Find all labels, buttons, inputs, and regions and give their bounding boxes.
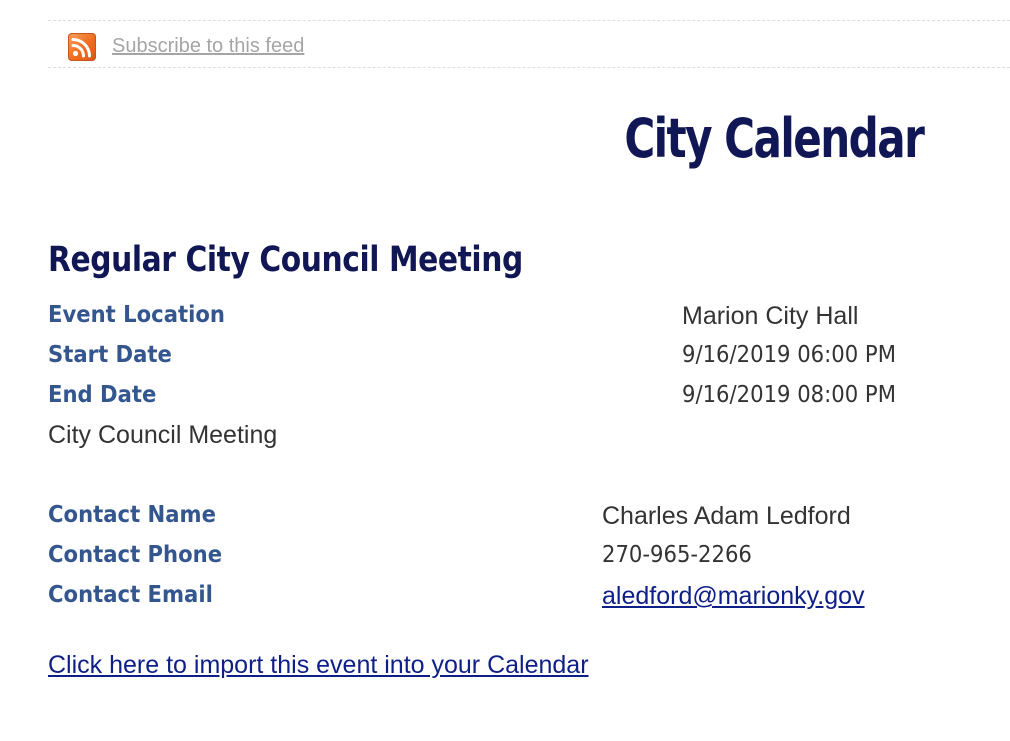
subscribe-feed-link[interactable]: Subscribe to this feed: [112, 35, 305, 57]
rss-feed-icon[interactable]: [68, 33, 96, 61]
end-date-label: End Date: [48, 382, 157, 408]
import-event-link[interactable]: Click here to import this event into your Calendar: [48, 651, 589, 679]
event-description: City Council Meeting: [48, 421, 278, 449]
end-date-value: 9/16/2019 08:00 PM: [682, 382, 896, 408]
contact-phone-label: Contact Phone: [48, 542, 223, 568]
event-location-value: Marion City Hall: [682, 302, 859, 330]
start-date-value: 9/16/2019 06:00 PM: [682, 342, 896, 368]
feed-bar: [48, 20, 1010, 68]
event-location-label: Event Location: [48, 302, 225, 328]
contact-name-label: Contact Name: [48, 502, 216, 528]
start-date-label: Start Date: [48, 342, 172, 368]
contact-phone-value: 270-965-2266: [602, 542, 752, 568]
contact-name-value: Charles Adam Ledford: [602, 502, 851, 530]
contact-email-label: Contact Email: [48, 582, 213, 608]
event-title: Regular City Council Meeting: [48, 240, 523, 280]
page-title: City Calendar: [624, 107, 923, 170]
contact-email-link[interactable]: aledford@marionky.gov: [602, 582, 865, 610]
